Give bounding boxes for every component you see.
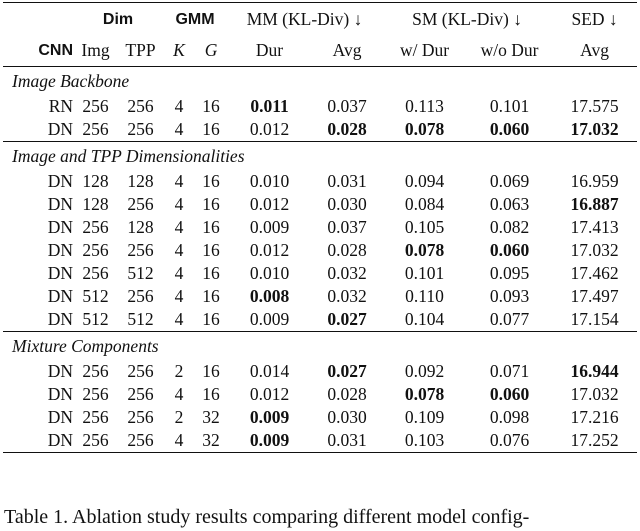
cell-img: 256 (82, 407, 109, 427)
section-title: Mixture Components (3, 332, 637, 361)
cell-mm-avg: 0.030 (327, 194, 367, 214)
cell-sm-wdur: 0.104 (404, 309, 445, 329)
cell-img: 256 (82, 217, 109, 237)
table-row (3, 360, 637, 383)
table-row (3, 239, 637, 262)
section-header-row (3, 142, 637, 171)
ablation-table (3, 0, 637, 453)
cell-tpp: 256 (127, 407, 154, 427)
cell-cnn: DN (47, 263, 73, 283)
cell-tpp: 256 (127, 119, 154, 139)
col-cnn: CNN (38, 42, 73, 59)
cell-tpp: 128 (127, 171, 154, 191)
cell-sed: 17.032 (570, 240, 619, 260)
cell-img: 128 (82, 171, 109, 191)
cell-sed: 17.497 (570, 286, 619, 306)
cell-tpp: 256 (127, 194, 154, 214)
cell-g: 16 (202, 263, 220, 283)
cell-sm-wodur: 0.093 (489, 286, 530, 306)
cell-sed: 17.575 (570, 96, 619, 116)
cell-mm-dur: 0.009 (227, 429, 312, 453)
cell-sm-wodur: 0.101 (489, 96, 530, 116)
cell-g: 16 (202, 240, 220, 260)
cell-mm-dur: 0.009 (249, 217, 290, 237)
header-sm: SM (KL-Div) ↓ (412, 9, 522, 29)
cell-mm-avg: 0.030 (327, 407, 367, 427)
col-sm-wdur: w/ Dur (382, 34, 467, 67)
cell-img: 512 (82, 309, 109, 329)
cell-g: 16 (202, 96, 220, 116)
cell-cnn: DN (47, 240, 73, 260)
table-row (3, 118, 637, 142)
cell-cnn: RN (48, 96, 73, 116)
cell-mm-dur: 0.014 (249, 361, 290, 381)
cell-cnn: DN (47, 217, 73, 237)
cell-g: 16 (202, 286, 220, 306)
header-dim: Dim (102, 11, 134, 28)
col-tpp: TPP (118, 34, 163, 67)
table-row (3, 262, 637, 285)
cell-tpp: 512 (127, 309, 154, 329)
cell-img: 256 (82, 96, 109, 116)
cell-sm-wodur: 0.071 (489, 361, 530, 381)
cell-sm-wdur: 0.078 (404, 119, 445, 139)
table-caption: Table 1. Ablation study results comparing different model config- (4, 506, 530, 528)
cell-img: 256 (82, 240, 109, 260)
cell-sm-wdur: 0.101 (404, 263, 445, 283)
table-row (3, 95, 637, 118)
cell-k: 2 (174, 361, 184, 381)
col-sed-avg: Avg (552, 34, 637, 67)
cell-tpp: 512 (127, 263, 154, 283)
table-row (3, 193, 637, 216)
cell-sm-wdur: 0.105 (404, 217, 445, 237)
cell-mm-avg: 0.037 (327, 96, 367, 116)
col-mm-avg: Avg (312, 34, 382, 67)
col-g: G (195, 34, 227, 67)
cell-sm-wdur: 0.084 (404, 194, 445, 214)
cell-sed: 16.959 (570, 171, 619, 191)
cell-mm-avg: 0.032 (327, 286, 367, 306)
cell-sed: 17.413 (570, 217, 619, 237)
cell-sm-wodur: 0.076 (467, 429, 552, 453)
cell-k: 2 (174, 407, 184, 427)
cell-g: 16 (202, 194, 220, 214)
cell-cnn: DN (47, 361, 73, 381)
cell-g: 16 (202, 309, 220, 329)
cell-sm-wdur: 0.109 (404, 407, 445, 427)
cell-sm-wdur: 0.094 (404, 171, 445, 191)
cell-k: 4 (174, 263, 184, 283)
cell-mm-avg: 0.037 (327, 217, 367, 237)
cell-sm-wdur: 0.078 (404, 384, 445, 404)
table-row (3, 170, 637, 193)
cell-img: 256 (82, 384, 109, 404)
table-top-rule (3, 2, 637, 3)
cell-mm-avg: 0.028 (327, 240, 367, 260)
cell-cnn: DN (3, 429, 73, 453)
cell-img: 256 (82, 119, 109, 139)
table-row (3, 285, 637, 308)
cell-k: 4 (174, 119, 184, 139)
cell-img: 256 (82, 361, 109, 381)
cell-img: 128 (82, 194, 109, 214)
cell-k: 4 (174, 194, 184, 214)
col-sm-wodur: w/o Dur (467, 34, 552, 67)
cell-sm-wdur: 0.078 (404, 240, 445, 260)
header-sed: SED ↓ (571, 9, 618, 29)
cell-mm-avg: 0.028 (327, 119, 367, 139)
cell-tpp: 256 (127, 96, 154, 116)
cell-sed: 16.887 (570, 194, 619, 214)
cell-g: 32 (195, 429, 227, 453)
cell-sm-wdur: 0.103 (382, 429, 467, 453)
header-gmm: GMM (175, 11, 215, 28)
cell-k: 4 (174, 384, 184, 404)
cell-mm-dur: 0.009 (249, 407, 290, 427)
cell-g: 16 (202, 361, 220, 381)
header-group-row (3, 0, 637, 34)
section-header-row (3, 67, 637, 96)
cell-mm-avg: 0.031 (312, 429, 382, 453)
section-header-row (3, 332, 637, 361)
cell-mm-dur: 0.012 (249, 194, 290, 214)
table-row (3, 216, 637, 239)
col-img: Img (73, 34, 118, 67)
col-k: K (163, 34, 195, 67)
cell-sm-wodur: 0.069 (489, 171, 530, 191)
cell-sed: 17.216 (570, 407, 619, 427)
table-row (3, 383, 637, 406)
cell-k: 4 (174, 96, 184, 116)
header-mm: MM (KL-Div) ↓ (246, 9, 363, 29)
cell-mm-avg: 0.031 (327, 171, 367, 191)
cell-cnn: DN (47, 194, 73, 214)
cell-cnn: DN (47, 119, 73, 139)
table-row (3, 308, 637, 332)
cell-tpp: 256 (127, 361, 154, 381)
cell-g: 16 (202, 217, 220, 237)
section-title: Image Backbone (3, 67, 637, 96)
cell-g: 16 (202, 384, 220, 404)
table-row (3, 406, 637, 429)
cell-g: 16 (202, 171, 220, 191)
cell-sm-wdur: 0.110 (405, 286, 444, 306)
section-title: Image and TPP Dimensionalities (3, 142, 637, 171)
cell-tpp: 256 (118, 429, 163, 453)
cell-sm-wodur: 0.077 (489, 309, 530, 329)
cell-k: 4 (174, 171, 184, 191)
cell-k: 4 (174, 286, 184, 306)
cell-sed: 17.032 (570, 384, 619, 404)
cell-mm-dur: 0.008 (249, 286, 290, 306)
col-mm-dur: Dur (227, 34, 312, 67)
cell-mm-dur: 0.009 (249, 309, 290, 329)
cell-g: 16 (202, 119, 220, 139)
cell-sm-wodur: 0.060 (489, 240, 530, 260)
cell-mm-avg: 0.028 (327, 384, 367, 404)
cell-sed: 17.154 (570, 309, 619, 329)
cell-mm-dur: 0.012 (249, 240, 290, 260)
cell-cnn: DN (47, 309, 73, 329)
cell-sm-wodur: 0.063 (489, 194, 530, 214)
cell-img: 256 (82, 263, 109, 283)
cell-sm-wodur: 0.098 (489, 407, 530, 427)
cell-mm-dur: 0.010 (249, 171, 290, 191)
cell-sm-wodur: 0.060 (489, 119, 530, 139)
cell-k: 4 (174, 217, 184, 237)
cell-k: 4 (174, 240, 184, 260)
cell-sm-wodur: 0.060 (489, 384, 530, 404)
cell-sm-wodur: 0.095 (489, 263, 530, 283)
cell-sed: 17.252 (552, 429, 637, 453)
table-row (3, 429, 637, 453)
cell-cnn: DN (47, 286, 73, 306)
cell-mm-dur: 0.011 (250, 96, 289, 116)
header-column-row (3, 34, 637, 67)
cell-k: 4 (163, 429, 195, 453)
cell-img: 256 (73, 429, 118, 453)
cell-cnn: DN (47, 384, 73, 404)
cell-cnn: DN (47, 171, 73, 191)
cell-mm-dur: 0.012 (249, 384, 290, 404)
cell-sed: 17.032 (570, 119, 619, 139)
cell-img: 512 (82, 286, 109, 306)
cell-g: 32 (202, 407, 220, 427)
cell-tpp: 256 (127, 286, 154, 306)
cell-mm-avg: 0.027 (327, 309, 367, 329)
cell-mm-dur: 0.010 (249, 263, 290, 283)
cell-tpp: 128 (127, 217, 154, 237)
cell-tpp: 256 (127, 384, 154, 404)
cell-sed: 16.944 (570, 361, 619, 381)
cell-sm-wodur: 0.082 (489, 217, 530, 237)
cell-k: 4 (174, 309, 184, 329)
cell-cnn: DN (47, 407, 73, 427)
cell-mm-avg: 0.032 (327, 263, 367, 283)
cell-sm-wdur: 0.092 (404, 361, 445, 381)
cell-mm-avg: 0.027 (327, 361, 367, 381)
cell-sed: 17.462 (570, 263, 619, 283)
cell-sm-wdur: 0.113 (405, 96, 444, 116)
cell-tpp: 256 (127, 240, 154, 260)
cell-mm-dur: 0.012 (249, 119, 290, 139)
